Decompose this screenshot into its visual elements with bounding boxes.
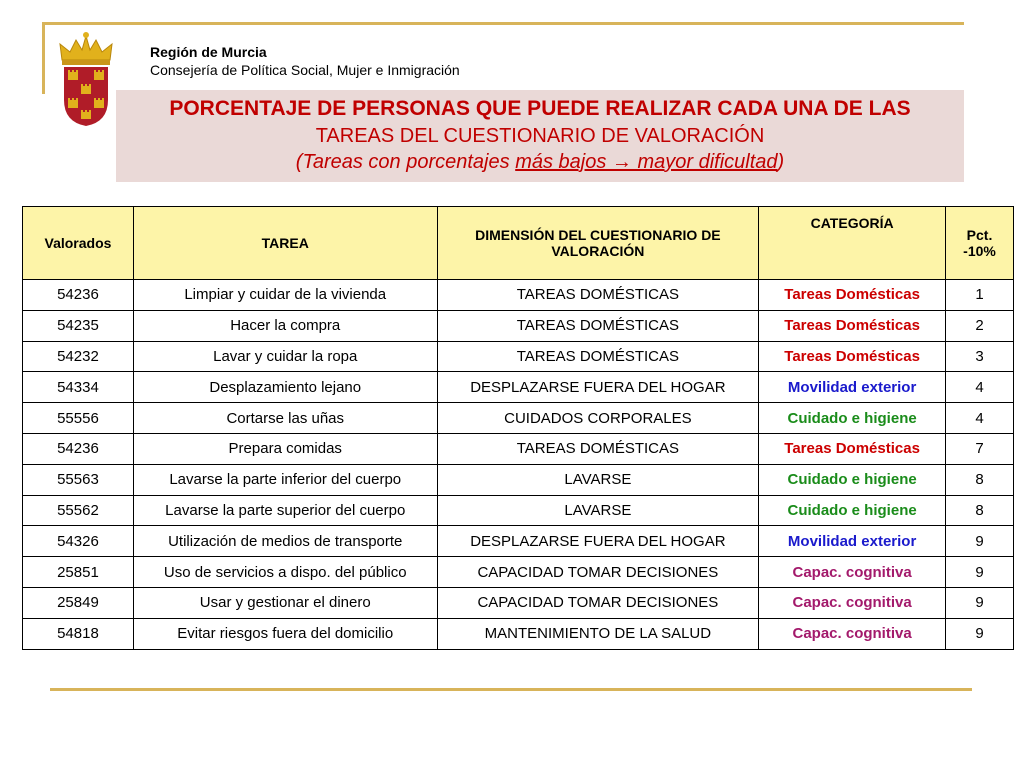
bottom-decorative-rule <box>50 688 972 691</box>
cell-tarea: Hacer la compra <box>133 310 437 341</box>
region-murcia-coat-of-arms-icon <box>56 30 116 128</box>
cell-tarea: Utilización de medios de transporte <box>133 526 437 557</box>
cell-categoria: Capac. cognitiva <box>759 587 946 618</box>
cell-categoria: Cuidado e higiene <box>759 464 946 495</box>
cell-tarea: Usar y gestionar el dinero <box>133 587 437 618</box>
title-line-2: TAREAS DEL CUESTIONARIO DE VALORACIÓN <box>315 125 765 147</box>
cell-pct: 9 <box>946 618 1014 649</box>
cell-tarea: Cortarse las uñas <box>133 403 437 434</box>
cell-valorados: 54818 <box>23 618 134 649</box>
table-header-row <box>23 207 1014 280</box>
cell-valorados: 55563 <box>23 464 134 495</box>
cell-dimension: CUIDADOS CORPORALES <box>437 403 759 434</box>
cell-dimension: CAPACIDAD TOMAR DECISIONES <box>437 557 759 588</box>
table-row <box>23 526 1014 557</box>
table-row <box>23 310 1014 341</box>
subtitle-emphasis: más bajos → mayor dificultad <box>515 151 778 173</box>
cell-pct: 8 <box>946 464 1014 495</box>
table-row <box>23 372 1014 403</box>
cell-valorados: 55556 <box>23 403 134 434</box>
cell-pct: 4 <box>946 372 1014 403</box>
cell-pct: 9 <box>946 526 1014 557</box>
cell-pct: 3 <box>946 341 1014 372</box>
cell-pct: 2 <box>946 310 1014 341</box>
cell-categoria: Tareas Domésticas <box>759 280 946 311</box>
cell-tarea: Limpiar y cuidar de la vivienda <box>133 280 437 311</box>
cell-categoria: Movilidad exterior <box>759 526 946 557</box>
cell-dimension: TAREAS DOMÉSTICAS <box>437 341 759 372</box>
cell-valorados: 54236 <box>23 433 134 464</box>
header-categoria: CATEGORÍA <box>759 207 946 280</box>
cell-dimension: TAREAS DOMÉSTICAS <box>437 280 759 311</box>
table-row <box>23 618 1014 649</box>
cell-categoria: Tareas Domésticas <box>759 433 946 464</box>
title-subtitle <box>116 151 964 174</box>
cell-pct: 7 <box>946 433 1014 464</box>
left-decorative-rule <box>42 22 45 94</box>
table-row <box>23 587 1014 618</box>
cell-dimension: LAVARSE <box>437 464 759 495</box>
cell-categoria: Capac. cognitiva <box>759 557 946 588</box>
organization-header <box>150 43 460 79</box>
cell-pct: 8 <box>946 495 1014 526</box>
cell-tarea: Evitar riesgos fuera del domicilio <box>133 618 437 649</box>
cell-dimension: DESPLAZARSE FUERA DEL HOGAR <box>437 372 759 403</box>
cell-categoria: Cuidado e higiene <box>759 403 946 434</box>
cell-valorados: 54326 <box>23 526 134 557</box>
table-row <box>23 433 1014 464</box>
cell-dimension: LAVARSE <box>437 495 759 526</box>
cell-valorados: 25851 <box>23 557 134 588</box>
cell-dimension: TAREAS DOMÉSTICAS <box>437 433 759 464</box>
header-pct-line2: -10% <box>963 243 996 259</box>
cell-valorados: 54232 <box>23 341 134 372</box>
table-row <box>23 280 1014 311</box>
cell-valorados: 54334 <box>23 372 134 403</box>
tasks-table <box>22 206 1014 650</box>
header-pct-line1: Pct. <box>966 227 993 243</box>
header-valorados: Valorados <box>23 207 134 280</box>
cell-valorados: 55562 <box>23 495 134 526</box>
table-row <box>23 464 1014 495</box>
department-name: Consejería de Política Social, Mujer e Inmigración <box>150 62 460 78</box>
org-name: Región de Murcia <box>150 44 267 60</box>
title-line-1: PORCENTAJE DE PERSONAS QUE PUEDE REALIZAR CADA UNA DE LAS <box>169 97 911 120</box>
cell-dimension: DESPLAZARSE FUERA DEL HOGAR <box>437 526 759 557</box>
cell-dimension: MANTENIMIENTO DE LA SALUD <box>437 618 759 649</box>
cell-pct: 9 <box>946 587 1014 618</box>
cell-tarea: Lavarse la parte superior del cuerpo <box>133 495 437 526</box>
table-row <box>23 495 1014 526</box>
table-row <box>23 341 1014 372</box>
cell-categoria: Movilidad exterior <box>759 372 946 403</box>
header-dimension: DIMENSIÓN DEL CUESTIONARIO DE VALORACIÓN <box>437 207 759 280</box>
table-row <box>23 557 1014 588</box>
cell-pct: 1 <box>946 280 1014 311</box>
cell-categoria: Tareas Domésticas <box>759 341 946 372</box>
slide-title-box <box>116 90 964 182</box>
cell-tarea: Uso de servicios a dispo. del público <box>133 557 437 588</box>
cell-categoria: Capac. cognitiva <box>759 618 946 649</box>
cell-tarea: Desplazamiento lejano <box>133 372 437 403</box>
cell-valorados: 54236 <box>23 280 134 311</box>
table-body <box>23 280 1014 650</box>
cell-valorados: 54235 <box>23 310 134 341</box>
subtitle-prefix: (Tareas con porcentajes <box>295 151 516 173</box>
table-row <box>23 403 1014 434</box>
cell-pct: 4 <box>946 403 1014 434</box>
cell-dimension: CAPACIDAD TOMAR DECISIONES <box>437 587 759 618</box>
cell-tarea: Lavarse la parte inferior del cuerpo <box>133 464 437 495</box>
subtitle-suffix: ) <box>777 151 785 173</box>
cell-tarea: Prepara comidas <box>133 433 437 464</box>
header-tarea: TAREA <box>133 207 437 280</box>
cell-categoria: Tareas Domésticas <box>759 310 946 341</box>
cell-valorados: 25849 <box>23 587 134 618</box>
cell-tarea: Lavar y cuidar la ropa <box>133 341 437 372</box>
cell-pct: 9 <box>946 557 1014 588</box>
header-pct <box>946 207 1014 280</box>
cell-categoria: Cuidado e higiene <box>759 495 946 526</box>
cell-dimension: TAREAS DOMÉSTICAS <box>437 310 759 341</box>
top-decorative-rule <box>42 22 964 25</box>
